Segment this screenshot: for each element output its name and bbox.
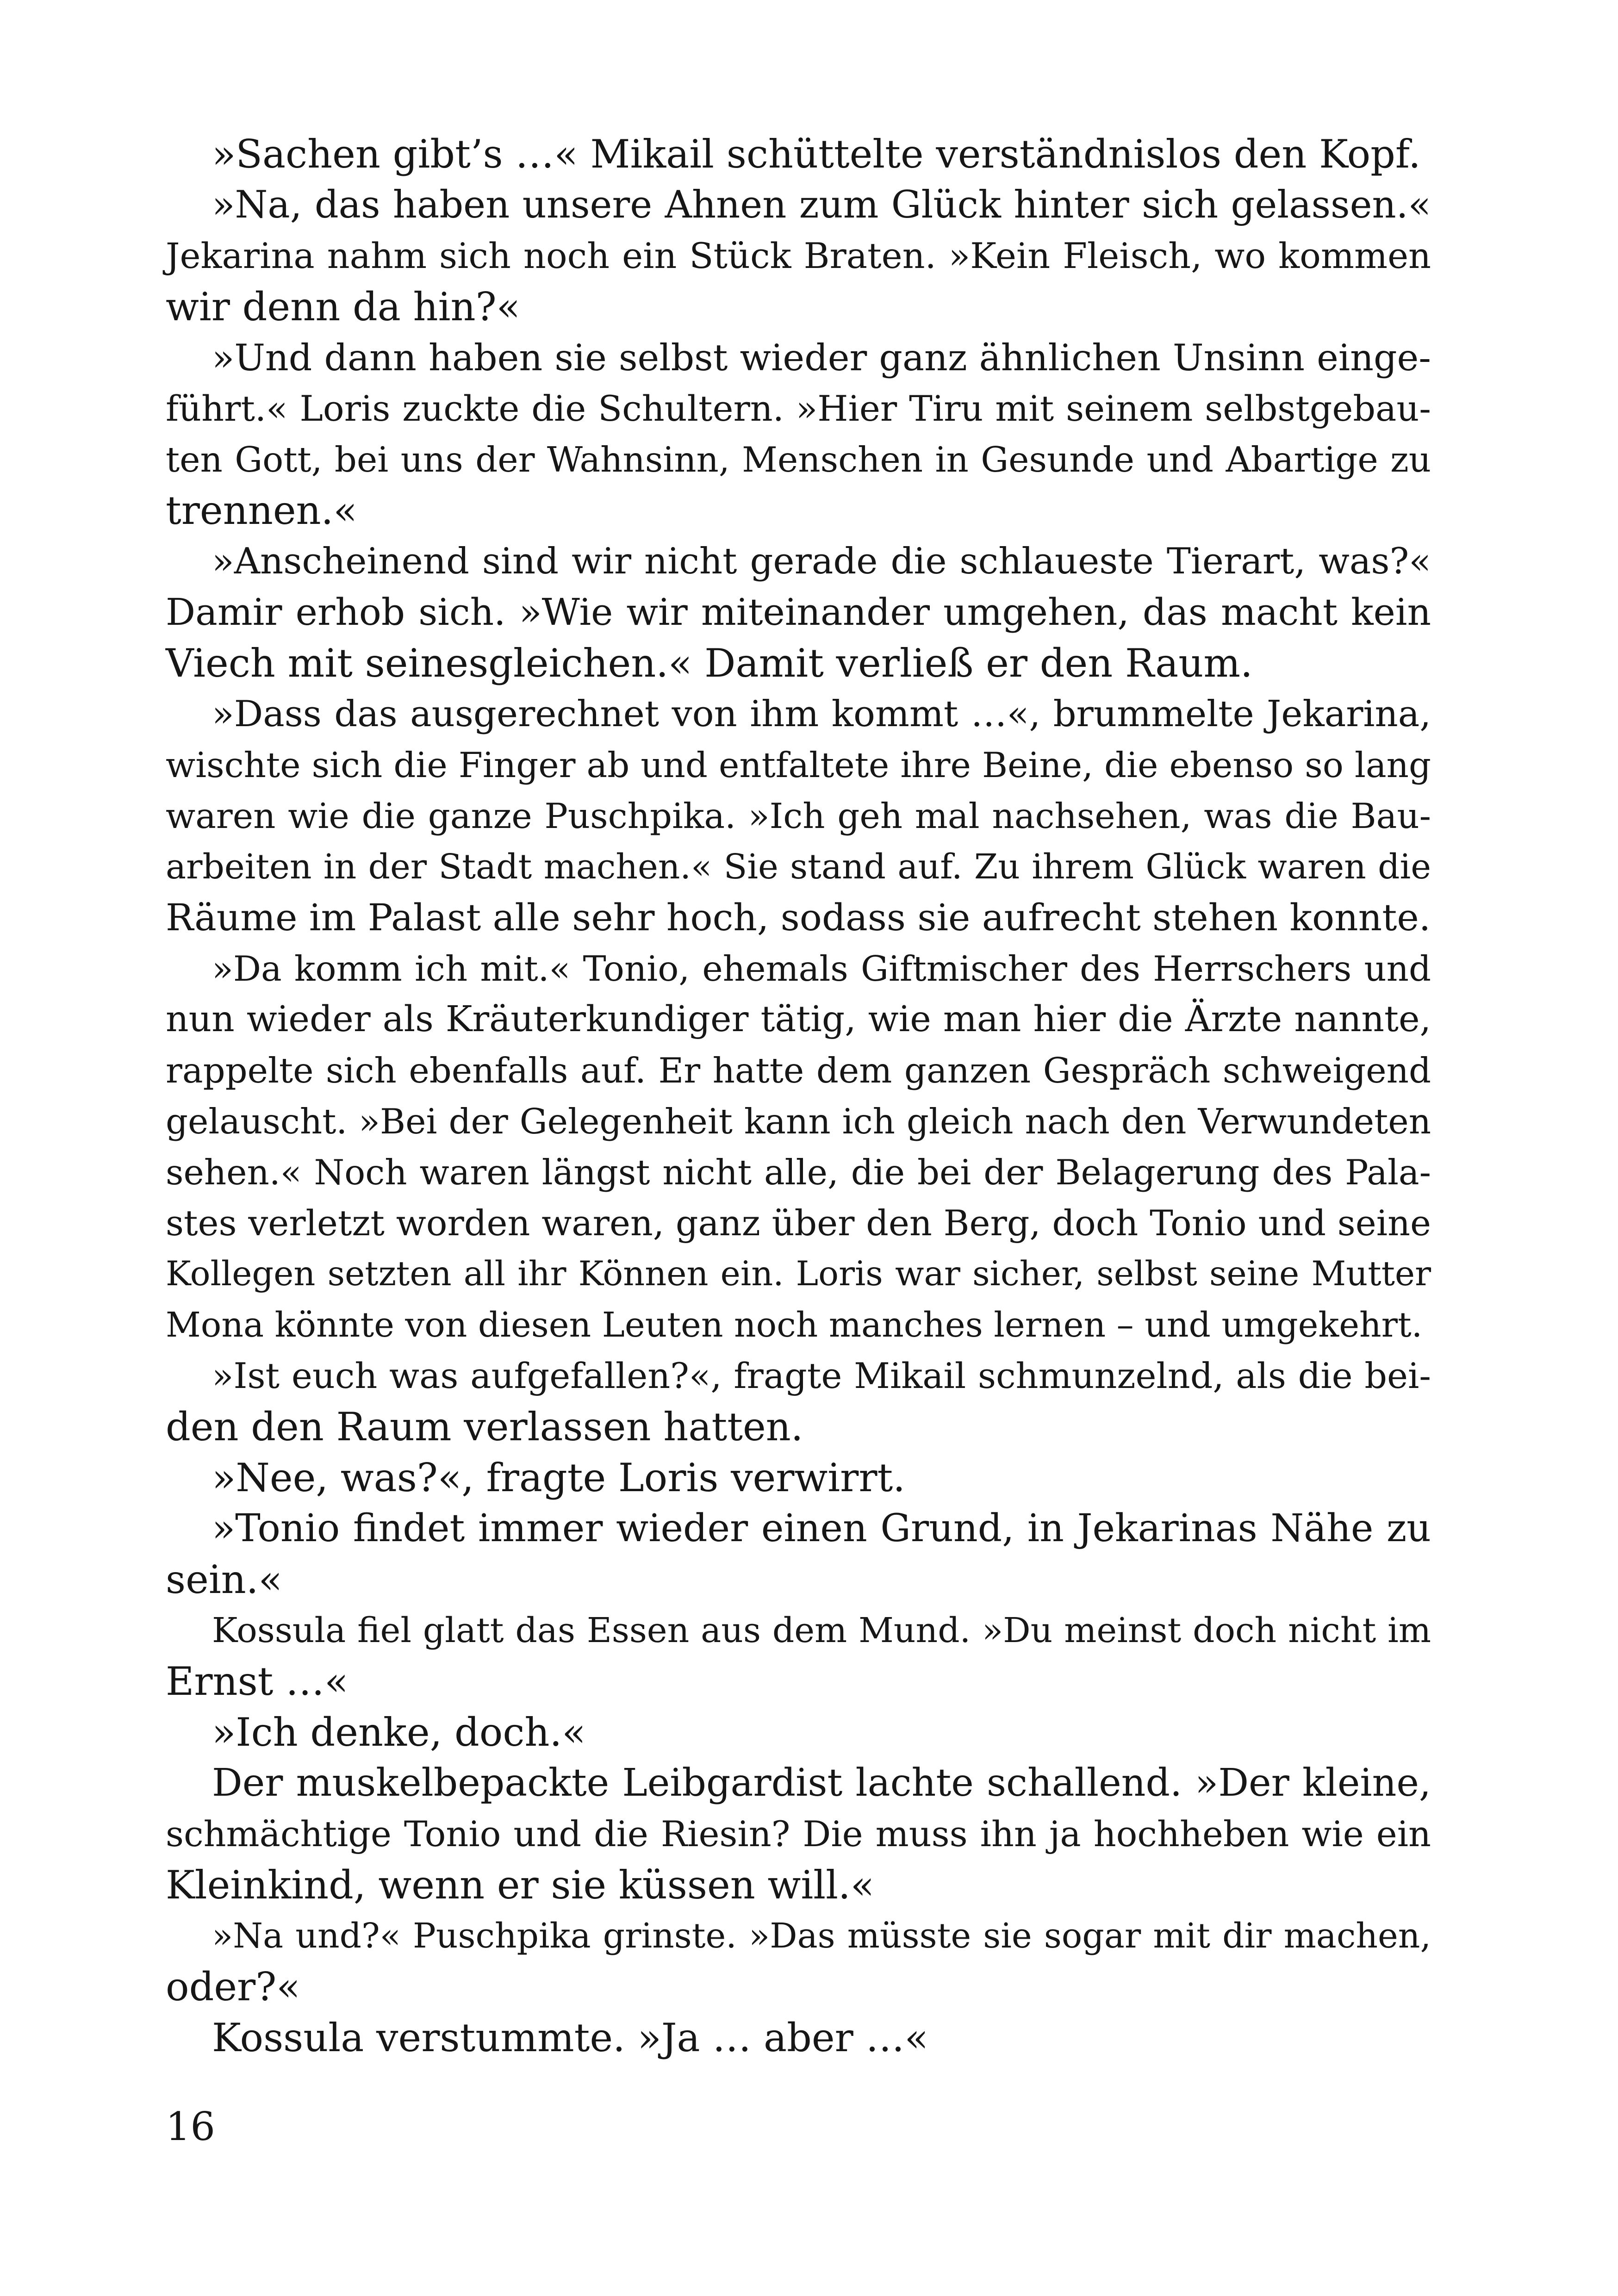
text-line: wir denn da hin?« [166,284,521,330]
text-line: rappelte sich ebenfalls auf. Er hatte dem ganzen Gespräch schweigend [166,1050,1431,1091]
text-line: »Dass das ausgerechnet von ihm kommt …«, brummelte Jekarina, [212,693,1431,735]
text-line: Kossula fiel glatt das Essen aus dem Mund. »Du meinst doch nicht im [212,1611,1431,1650]
text-line: nun wieder als Kräuterkundiger tätig, wie man hier die Ärzte nannte, [166,999,1431,1040]
text-line: Ernst …« [166,1659,348,1704]
text-line: Kollegen setzten all ihr Können ein. Loris war sicher, selbst seine Mutter [166,1254,1431,1294]
text-line: »Na, das haben unsere Ahnen zum Glück hinter sich gelassen.« [212,183,1431,227]
text-line: »Na und?« Puschpika grinste. »Das müsste sie sogar mit dir machen, [212,1916,1431,1956]
text-line: stes verletzt worden waren, ganz über den Berg, doch Tonio und seine [166,1202,1431,1244]
text-line: Damir erhob sich. »Wie wir miteinander umgehen, das macht kein [166,591,1431,634]
text-line: den den Raum verlassen hatten. [166,1404,803,1450]
text-line: »Sachen gibt’s …« Mikail schüttelte verständnislos den Kopf. [212,131,1421,177]
text-line: Viech mit seinesgleichen.« Damit verließ er den Raum. [166,641,1253,686]
text-line: Kossula verstummte. »Ja … aber …« [212,2015,928,2060]
text-line: oder?« [166,1964,300,2010]
text-line: ten Gott, bei uns der Wahnsinn, Menschen in Gesunde und Abartige zu [166,439,1431,480]
text-line: waren wie die ganze Puschpika. »Ich geh mal nachsehen, was die Bau- [166,796,1431,836]
text-line: schmächtige Tonio und die Riesin? Die muss ihn ja hochheben wie ein [166,1813,1431,1854]
text-line: »Und dann haben sie selbst wieder ganz ähnlichen Unsinn einge- [212,336,1431,379]
text-line: Der muskelbepackte Leibgardist lachte schallend. »Der kleine, [212,1761,1431,1805]
text-line: arbeiten in der Stadt machen.« Sie stand auf. Zu ihrem Glück waren die [166,847,1431,887]
text-line: Mona könnte von diesen Leuten noch manches lernen – und umgekehrt. [166,1305,1423,1345]
text-line: »Tonio findet immer wieder einen Grund, in Jekarinas Nähe zu [212,1506,1431,1550]
text-line: »Ist euch was aufgefallen?«, fragte Mikail schmunzelnd, als die bei- [212,1355,1431,1396]
text-line: sehen.« Noch waren längst nicht alle, die bei der Belagerung des Pala- [166,1152,1431,1193]
text-line: »Da komm ich mit.« Tonio, ehemals Giftmischer des Herrschers und [212,948,1431,989]
text-line: Kleinkind, wenn er sie küssen will.« [166,1862,875,1908]
text-line: Jekarina nahm sich noch ein Stück Braten. »Kein Fleisch, wo kommen [166,235,1431,276]
text-line: »Anscheinend sind wir nicht gerade die schlaueste Tierart, was?« [212,541,1431,582]
text-line: »Nee, was?«, fragte Loris verwirrt. [212,1455,905,1500]
text-line: Räume im Palast alle sehr hoch, sodass sie aufrecht stehen konnte. [166,896,1431,939]
text-line: wischte sich die Finger ab und entfaltete ihre Beine, die ebenso so lang [166,745,1431,785]
text-line: führt.« Loris zuckte die Schultern. »Hier Tiru mit seinem selbstgebau- [166,388,1431,429]
page-number: 16 [166,2104,215,2149]
text-line: »Ich denke, doch.« [212,1710,586,1755]
body-text [166,129,1431,2063]
text-line: trennen.« [166,488,357,533]
text-line: sein.« [166,1557,282,1602]
text-line: gelauscht. »Bei der Gelegenheit kann ich gleich nach den Verwundeten [166,1101,1431,1142]
